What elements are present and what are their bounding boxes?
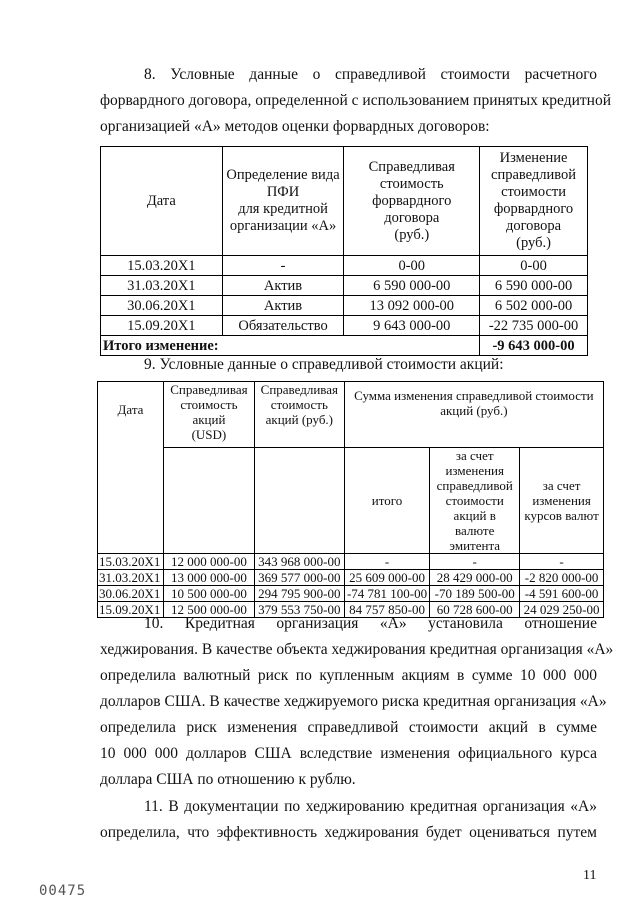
header-empty xyxy=(163,448,254,554)
header-fv-rub: Справедливая стоимость акций (руб.) xyxy=(254,382,344,448)
total-label: Итого изменение: xyxy=(101,336,480,356)
text-line: организацией «А» методов оценки форвардных договоров: xyxy=(100,118,490,135)
cell-issuer: 28 429 000-00 xyxy=(430,570,520,586)
table-row xyxy=(101,316,588,336)
page-number: 11 xyxy=(583,868,597,883)
table-header-row xyxy=(98,382,604,448)
cell-fx: - xyxy=(520,554,604,570)
table-row xyxy=(98,586,604,602)
text-line: хеджирования. В качестве объекта хеджирования кредитная организация «А» xyxy=(100,641,614,658)
cell-date: 15.09.20X1 xyxy=(98,602,164,618)
table-row xyxy=(101,256,588,276)
cell-change: 6 590 000-00 xyxy=(480,276,588,296)
cell-fv-usd: 12 500 000-00 xyxy=(163,602,254,618)
total-value: -9 643 000-00 xyxy=(480,336,588,356)
cell-fv-rub: 369 577 000-00 xyxy=(254,570,344,586)
cell-change: -22 735 000-00 xyxy=(480,316,588,336)
table-row xyxy=(101,276,588,296)
cell-value: 9 643 000-00 xyxy=(344,316,480,336)
header-change-sum: Сумма изменения справедливой стоимости акций (руб.) xyxy=(344,382,603,448)
forward-contract-table xyxy=(100,146,588,356)
text-line: определила риск изменения справедливой стоимости акций в сумме xyxy=(100,719,597,736)
section-9-heading xyxy=(100,352,597,378)
table-row xyxy=(98,554,604,570)
table-row xyxy=(98,570,604,586)
header-pfi-type: Определение вида ПФИ для кредитной организации «А» xyxy=(222,147,344,256)
cell-total: 84 757 850-00 xyxy=(344,602,430,618)
cell-fv-rub: 343 968 000-00 xyxy=(254,554,344,570)
text-line: определила, что эффективность хеджирования будет оцениваться путем xyxy=(100,824,597,841)
cell-fv-usd: 13 000 000-00 xyxy=(163,570,254,586)
cell-change: 6 502 000-00 xyxy=(480,296,588,316)
text-line: 10. Кредитная организация «А» установила отношение xyxy=(144,615,597,632)
share-fair-value-table xyxy=(97,381,604,618)
cell-fv-usd: 10 500 000-00 xyxy=(163,586,254,602)
text-line: 8. Условные данные о справедливой стоимости расчетного xyxy=(144,66,597,83)
cell-date: 31.03.20X1 xyxy=(101,276,223,296)
header-fair-value-change: Изменение справедливой стоимости форвардного договора (руб.) xyxy=(480,147,588,256)
cell-date: 31.03.20X1 xyxy=(98,570,164,586)
cell-fx: -4 591 600-00 xyxy=(520,586,604,602)
header-date: Дата xyxy=(101,147,223,256)
cell-value: 6 590 000-00 xyxy=(344,276,480,296)
cell-date: 15.09.20X1 xyxy=(101,316,223,336)
table-subheader-row xyxy=(98,448,604,554)
cell-type: - xyxy=(222,256,344,276)
header-fx-rates: за счет изменения курсов валют xyxy=(520,448,604,554)
section-11-paragraph xyxy=(100,794,597,846)
text-line: 11. В документации по хеджированию кредитная организация «А» xyxy=(144,798,597,815)
cell-fv-usd: 12 000 000-00 xyxy=(163,554,254,570)
cell-issuer: - xyxy=(430,554,520,570)
cell-value: 0-00 xyxy=(344,256,480,276)
cell-date: 30.06.20X1 xyxy=(98,586,164,602)
text-line: доллара США по отношению к рублю. xyxy=(100,771,356,788)
header-issuer-currency: за счет изменения справедливой стоимости акций в валюте эмитента xyxy=(430,448,520,554)
header-date: Дата xyxy=(98,382,164,554)
table-row xyxy=(101,296,588,316)
cell-fx: -2 820 000-00 xyxy=(520,570,604,586)
cell-date: 15.03.20X1 xyxy=(101,256,223,276)
cell-fv-rub: 294 795 900-00 xyxy=(254,586,344,602)
cell-change: 0-00 xyxy=(480,256,588,276)
text-line: долларов США. В качестве хеджируемого риска кредитная организация «А» xyxy=(100,693,607,710)
cell-issuer: 60 728 600-00 xyxy=(430,602,520,618)
header-total: итого xyxy=(344,448,430,554)
text-line: форвардного договора, определенной с использованием принятых кредитной xyxy=(100,92,612,109)
cell-issuer: -70 189 500-00 xyxy=(430,586,520,602)
archive-stamp-number: 00475 xyxy=(39,883,87,899)
text-line: определила валютный риск по купленным акциям в сумме 10 000 000 xyxy=(100,667,597,684)
section-10-paragraph xyxy=(100,611,614,793)
cell-date: 15.03.20X1 xyxy=(98,554,164,570)
header-fv-usd: Справедливая стоимость акций (USD) xyxy=(163,382,254,448)
table-header-row xyxy=(101,147,588,256)
cell-fx: 24 029 250-00 xyxy=(520,602,604,618)
text-line: 9. Условные данные о справедливой стоимости акций: xyxy=(144,356,504,373)
cell-type: Актив xyxy=(222,296,344,316)
text-line: 10 000 000 долларов США вследствие изменения официального курса xyxy=(100,745,597,762)
header-empty xyxy=(254,448,344,554)
cell-fv-rub: 379 553 750-00 xyxy=(254,602,344,618)
cell-total: - xyxy=(344,554,430,570)
section-8-paragraph xyxy=(100,62,612,140)
cell-type: Актив xyxy=(222,276,344,296)
cell-date: 30.06.20X1 xyxy=(101,296,223,316)
header-fair-value: Справедливая стоимость форвардного договора (руб.) xyxy=(344,147,480,256)
cell-total: -74 781 100-00 xyxy=(344,586,430,602)
cell-type: Обязательство xyxy=(222,316,344,336)
cell-value: 13 092 000-00 xyxy=(344,296,480,316)
cell-total: 25 609 000-00 xyxy=(344,570,430,586)
